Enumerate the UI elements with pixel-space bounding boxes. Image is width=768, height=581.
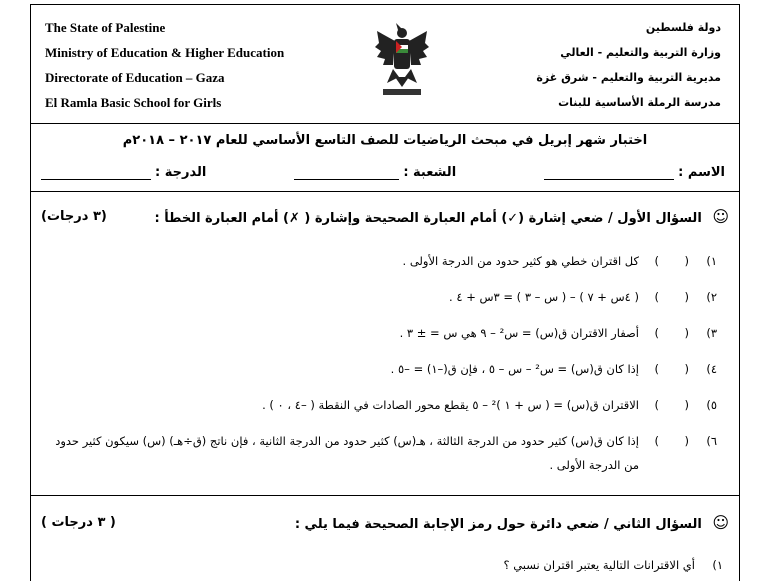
header-en-line: Ministry of Education & Higher Education <box>45 45 285 60</box>
item-text: كل اقتران خطي هو كثير حدود من الدرجة الأولى . <box>402 254 639 268</box>
item-text: ( ٤س + ٧ ) – ( س – ٣ ) = ٣س + ٤ . <box>449 290 639 304</box>
header-en-line: The State of Palestine <box>45 20 166 35</box>
question-1-title: السؤال الأول / ضعي إشارة (✓) أمام العبارة الصحيحة وإشارة ( ✗) أمام العبارة الخطأ : <box>154 211 702 226</box>
q1-item <box>51 321 717 345</box>
item-number: ٢) <box>706 290 717 304</box>
grade-label: الدرجة : <box>155 165 207 180</box>
question-1-header <box>41 207 729 226</box>
item-number: ٣) <box>706 326 717 340</box>
header-en-line: El Ramla Basic School for Girls <box>45 95 222 110</box>
item-text: الاقتران ق(س) = ( س + ١ )² – ٥ يقطع محور الصادات في النقطة ( –٤ ، ٠ ) . <box>262 398 639 412</box>
section-blank[interactable] <box>294 167 399 180</box>
item-text: أصفار الاقتران ق(س) = س² – ٩ هي س = ± ٣ . <box>399 326 639 340</box>
exam-sheet <box>30 4 740 581</box>
header-arabic <box>536 15 721 115</box>
name-blank[interactable] <box>544 167 674 180</box>
exam-title: اختبار شهر إبريل في مبحث الرياضيات للصف التاسع الأساسي للعام ٢٠١٧ – ٢٠١٨م <box>122 133 648 148</box>
student-fields <box>41 165 725 180</box>
q1-item <box>51 285 717 309</box>
header-ar-line: مدرسة الرملة الأساسية للبنات <box>558 96 721 109</box>
header-ar-line: دولة فلسطين <box>645 21 721 34</box>
section-field[interactable] <box>294 165 456 180</box>
name-label: الاسم : <box>678 165 725 180</box>
answer-slot[interactable]: ( ) <box>654 254 689 268</box>
grade-field[interactable] <box>41 165 206 180</box>
answer-slot[interactable]: ( ) <box>654 326 689 340</box>
smiley-icon: ☺ <box>712 207 729 226</box>
item-text: إذا كان ق(س) كثير حدود من الدرجة الثالثة ، هـ(س) كثير حدود من الدرجة الثانية ، فإن ناتج (ق÷هـ) (س) سيكون كثير حدود من الدرجة الأولى . <box>55 434 639 472</box>
item-text: إذا كان ق(س) = س² – س – ٥ ، فإن ق(–١) = –٥ . <box>390 362 639 376</box>
header-en-line: Directorate of Education – Gaza <box>45 70 225 85</box>
section-label: الشعبة : <box>403 165 457 180</box>
header-ar-line: مديرية التربية والتعليم - شرق غزة <box>536 71 721 84</box>
answer-slot[interactable]: ( ) <box>654 398 689 412</box>
answer-slot[interactable]: ( ) <box>654 434 689 448</box>
q1-item <box>51 249 717 273</box>
question-2-marks: ( ٣ درجات ) <box>41 515 116 530</box>
question-1-title-wrap <box>155 207 729 226</box>
item-text: أي الاقترانات التالية يعتبر اقتران نسبي ؟ <box>503 558 695 572</box>
divider <box>31 495 739 496</box>
question-2-title: السؤال الثاني / ضعي دائرة حول رمز الإجابة الصحيحة فيما يلي : <box>294 517 702 532</box>
item-number: ٦) <box>706 434 717 448</box>
q1-item <box>51 393 717 417</box>
question-2-header <box>41 513 729 532</box>
smiley-icon: ☺ <box>712 513 729 532</box>
item-number: ١) <box>712 558 723 572</box>
header-ar-line: وزارة التربية والتعليم - العالي <box>560 46 721 59</box>
question-1-marks: (٣ درجات) <box>41 209 107 224</box>
answer-slot[interactable]: ( ) <box>654 290 689 304</box>
name-field[interactable] <box>544 165 725 180</box>
divider <box>31 191 739 192</box>
divider <box>31 123 739 124</box>
palestine-eagle-emblem-icon <box>373 21 431 101</box>
item-number: ٥) <box>706 398 717 412</box>
q1-item <box>51 357 717 381</box>
grade-blank[interactable] <box>41 167 151 180</box>
q1-item <box>51 429 717 477</box>
question-2-title-wrap <box>295 513 729 532</box>
item-number: ١) <box>706 254 717 268</box>
item-number: ٤) <box>706 362 717 376</box>
answer-slot[interactable]: ( ) <box>654 362 689 376</box>
header-english <box>45 15 284 115</box>
q2-item <box>51 553 723 577</box>
